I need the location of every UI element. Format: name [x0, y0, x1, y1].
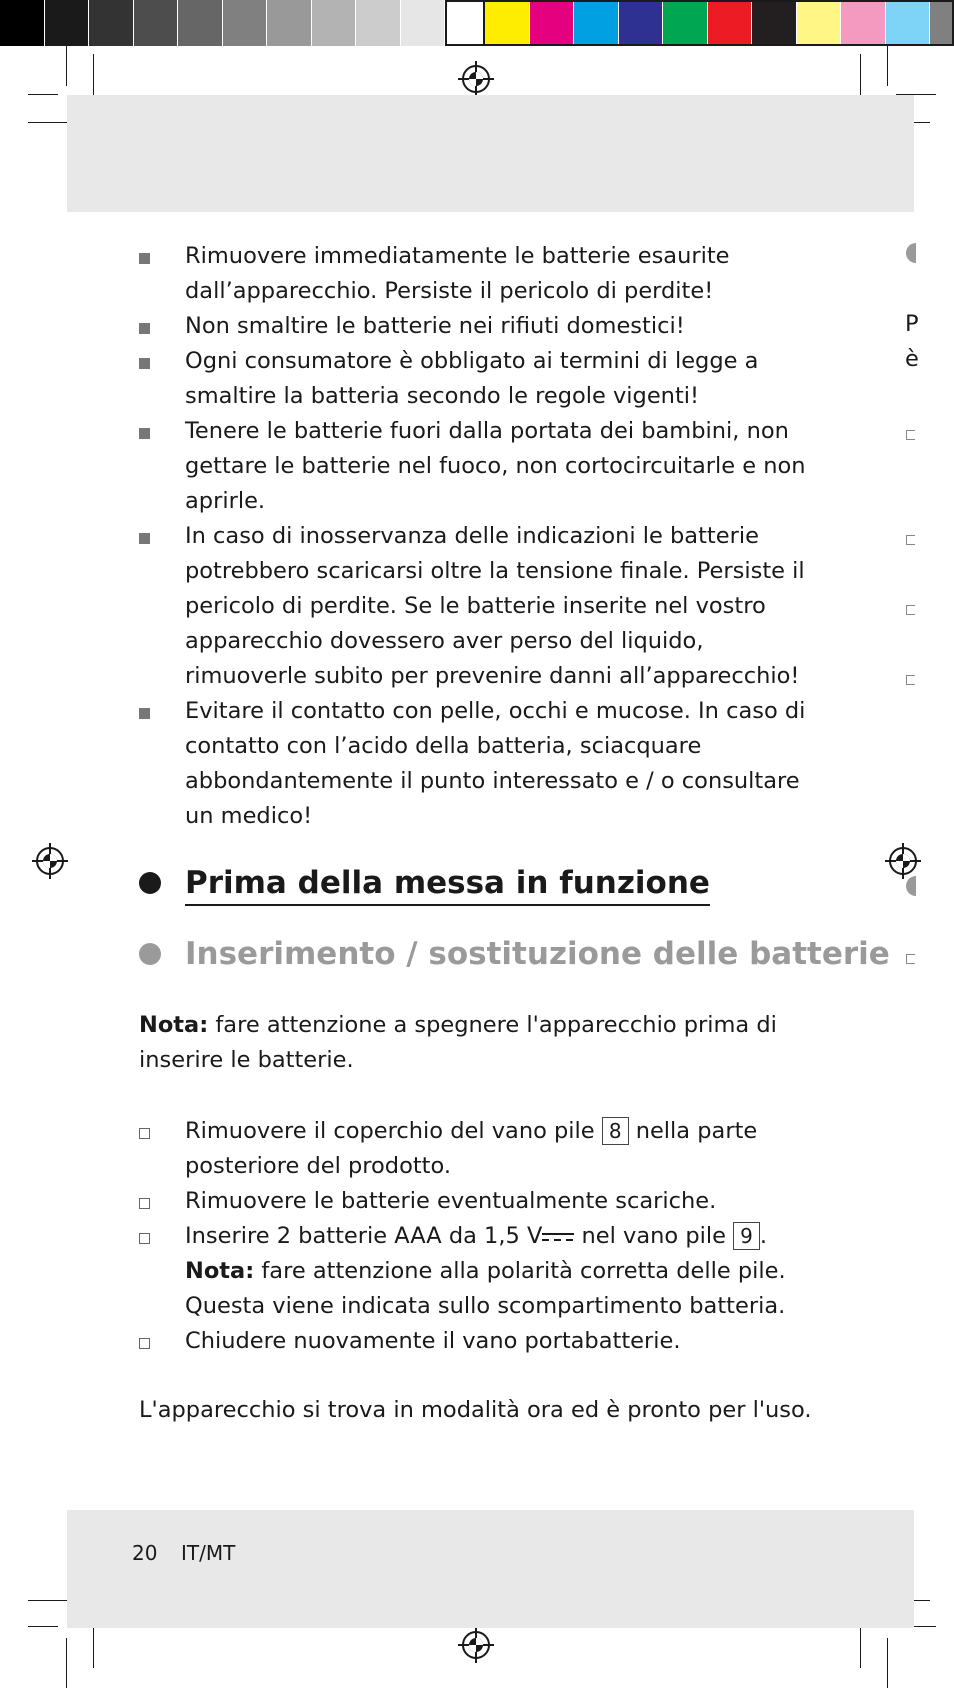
registration-mark-icon [32, 843, 68, 879]
color-swatch [223, 0, 267, 46]
crop-mark [887, 1638, 888, 1688]
checkbox-bullet-icon [906, 535, 915, 545]
subsection-heading-text: Inserimento / sostituzione delle batterie [185, 936, 890, 972]
list-item: Ogni consumatore è obbligato ai termini di legge a smaltire la batteria secondo le regole vigenti! [139, 344, 819, 414]
part-reference-8: 8 [602, 1117, 629, 1145]
color-swatch [89, 0, 133, 46]
checkbox-bullet-icon [906, 430, 915, 440]
closing-paragraph: L'apparecchio si trova in modalità ora ed è pronto per l'uso. [139, 1397, 812, 1423]
checkbox-bullet-icon [139, 1198, 150, 1209]
list-item: Rimuovere il coperchio del vano pile 8 nella parte posteriore del prodotto. [139, 1114, 829, 1184]
footer-band [67, 1510, 914, 1628]
square-bullet-icon [139, 428, 150, 439]
color-swatch [45, 0, 89, 46]
checkbox-bullet-icon [139, 1128, 150, 1139]
registration-mark-icon [885, 843, 921, 879]
color-swatch [356, 0, 400, 46]
bullet-dot-icon [139, 943, 161, 965]
note-label: Nota: [185, 1258, 255, 1284]
registration-mark-icon [458, 61, 494, 97]
list-item: Rimuovere le batterie eventualmente scariche. [139, 1184, 829, 1219]
bullet-dot-icon [906, 243, 916, 263]
crop-mark [887, 46, 888, 86]
edge-text-fragment: P [905, 311, 919, 337]
color-swatch [312, 0, 356, 46]
checkbox-bullet-icon [139, 1338, 150, 1349]
square-bullet-icon [139, 253, 150, 264]
color-swatch [134, 0, 178, 46]
list-item: Rimuovere immediatamente le batterie esaurite dall’apparecchio. Persiste il pericolo di perdite! [139, 239, 819, 309]
crop-mark [28, 94, 58, 95]
bullet-dot-icon [906, 876, 916, 896]
battery-warning-list [139, 239, 819, 834]
section-heading-text: Prima della messa in funzione [185, 862, 710, 906]
part-reference-9: 9 [733, 1222, 760, 1250]
battery-steps-list [139, 1114, 829, 1359]
color-swatch [401, 0, 445, 46]
list-item: Non smaltire le batterie nei rifiuti domestici! [139, 309, 819, 344]
square-bullet-icon [139, 323, 150, 334]
square-bullet-icon [139, 708, 150, 719]
crop-mark [28, 1626, 58, 1627]
direct-current-icon [542, 1231, 574, 1243]
crop-mark [66, 1638, 67, 1688]
registration-mark-icon [458, 1627, 494, 1663]
color-swatch-frame [483, 0, 954, 46]
bullet-dot-icon [139, 872, 161, 894]
header-band [67, 95, 914, 212]
language-code: IT/MT [181, 1541, 236, 1565]
list-item: In caso di inosservanza delle indicazioni le batterie potrebbero scaricarsi oltre la tensione finale. Persiste il pericolo di perdite. Se le batterie inserite nel vostro apparecchio dovessero aver perso del liquido, rimuoverle subito per prevenire danni all’apparecchio! [139, 519, 819, 694]
color-swatch [445, 0, 489, 46]
page-number: 20 [132, 1541, 158, 1565]
list-item: Evitare il contatto con pelle, occhi e mucose. In caso di contatto con l’acido della batteria, sciacquare abbondantemente il punto interessato e / o consultare un medico! [139, 694, 819, 834]
list-item: Tenere le batterie fuori dalla portata dei bambini, non gettare le batterie nel fuoco, non cortocircuitarle e non aprirle. [139, 414, 819, 519]
color-swatch [0, 0, 44, 46]
crop-mark [66, 46, 67, 86]
checkbox-bullet-icon [906, 675, 915, 685]
color-swatch [178, 0, 222, 46]
color-swatch [267, 0, 311, 46]
square-bullet-icon [139, 358, 150, 369]
list-item: Chiudere nuovamente il vano portabatterie. [139, 1324, 829, 1359]
note-text: fare attenzione a spegnere l'apparecchio prima di inserire le batterie. [139, 1012, 777, 1073]
checkbox-bullet-icon [906, 605, 915, 615]
note-paragraph [139, 1008, 819, 1078]
edge-text-fragment: è [905, 346, 919, 372]
list-item: Inserire 2 batterie AAA da 1,5 V nel vano pile 9 . Nota: fare attenzione alla polarità corretta delle pile. Questa viene indicata sullo scompartimento batteria. [139, 1219, 829, 1324]
checkbox-bullet-icon [139, 1233, 150, 1244]
note-label: Nota: [139, 1012, 209, 1038]
square-bullet-icon [139, 533, 150, 544]
checkbox-bullet-icon [906, 954, 915, 964]
